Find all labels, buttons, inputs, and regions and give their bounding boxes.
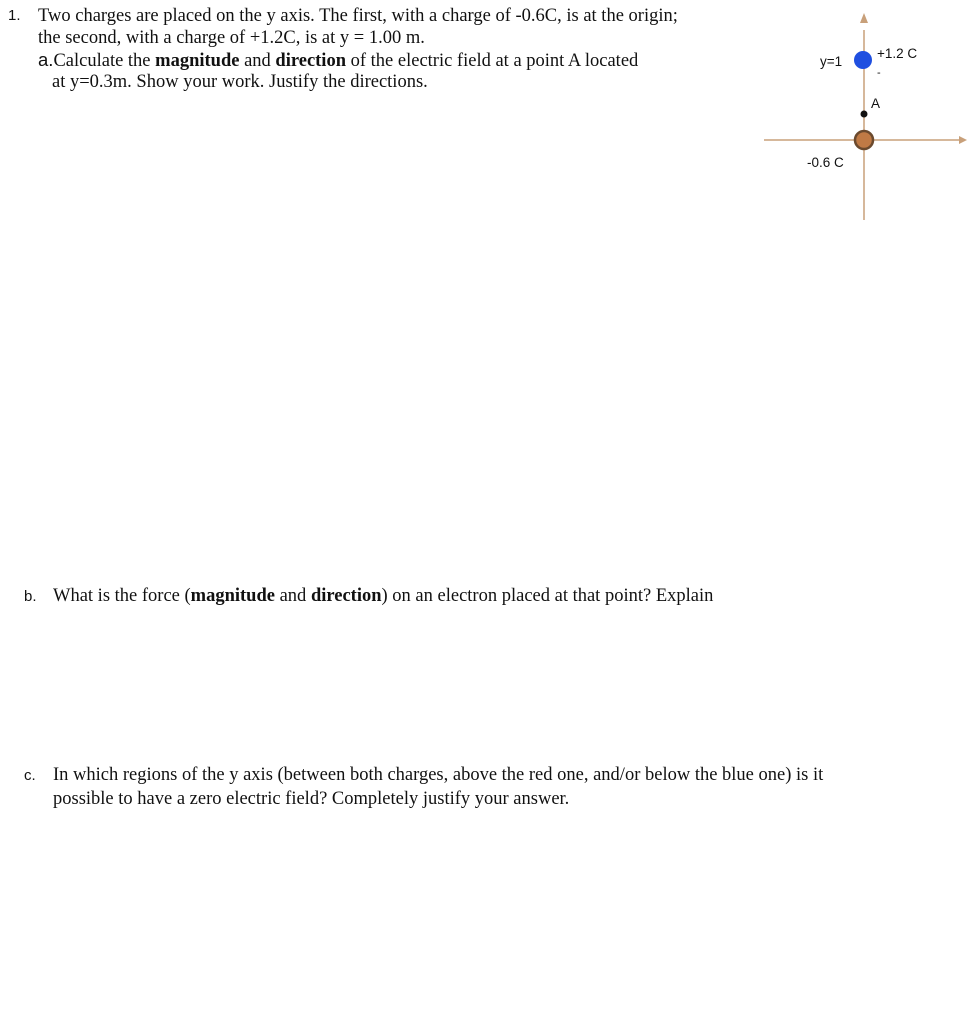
- part-a-bold-magnitude: magnitude: [155, 51, 240, 71]
- point-a-dot: [861, 111, 868, 118]
- top-charge-label: +1.2 C: [877, 46, 918, 61]
- part-a-text-mid: and: [239, 51, 276, 71]
- y-axis-arrowhead: [860, 13, 868, 23]
- question-line-1: Two charges are placed on the y axis. The first, with a charge of -0.6C, is at the origin;: [38, 6, 678, 26]
- point-a-label: A: [871, 96, 881, 111]
- part-b-line: [24, 585, 713, 608]
- part-a-text-post: of the electric field at a point A located: [346, 51, 639, 71]
- part-a-text-pre: Calculate the: [53, 51, 156, 71]
- part-c-line-1: In which regions of the y axis (between both charges, above the red one, and/or below the blue one) is it: [53, 765, 824, 785]
- question-line-2: the second, with a charge of +1.2C, is at y = 1.00 m.: [38, 28, 425, 48]
- part-c-line-2: possible to have a zero electric field? Completely justify your answer.: [53, 789, 570, 809]
- question-number: 1.: [8, 7, 21, 24]
- x-axis-arrowhead: [959, 136, 967, 144]
- origin-charge-label: -0.6 C: [807, 155, 844, 170]
- part-b-text-post: ) on an electron placed at that point? Explain: [381, 586, 714, 606]
- part-a-label: a.: [38, 49, 54, 70]
- origin-charge: [855, 131, 873, 149]
- y-equals-1-label: y=1: [820, 54, 843, 69]
- part-b-label: b.: [24, 588, 37, 605]
- part-b-text-mid: and: [274, 586, 311, 606]
- part-a-bold-direction: direction: [275, 51, 346, 71]
- part-b-bold-magnitude: magnitude: [190, 586, 275, 606]
- small-dash-mark: -: [877, 67, 881, 79]
- top-charge: [854, 51, 872, 69]
- part-a-line-1: [38, 49, 638, 72]
- part-b-bold-direction: direction: [310, 586, 382, 606]
- charge-diagram: [740, 0, 967, 230]
- part-a-line-2: at y=0.3m. Show your work. Justify the directions.: [52, 72, 428, 92]
- part-c-label: c.: [24, 767, 36, 784]
- part-b-text-pre: What is the force (: [53, 586, 191, 606]
